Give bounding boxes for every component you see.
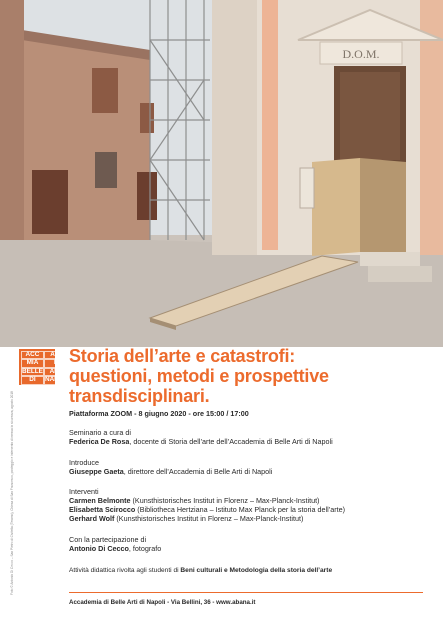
activity-bold: Beni culturali e Metodologia della storia dell’arte — [180, 567, 333, 574]
logo-cell: DI — [21, 376, 44, 384]
curator-role: , docente di Storia dell’arte dell’Accademia di Belle Arti di Napoli — [129, 437, 333, 446]
curator-name: Federica De Rosa — [69, 437, 130, 446]
event-details — [69, 409, 429, 418]
participation-label: Con la partecipazione di — [69, 535, 147, 544]
seminar-label: Seminario a cura di — [69, 428, 131, 437]
intro-role: , direttore dell’Accademia di Belle Arti di Napoli — [123, 467, 273, 476]
intro-name: Giuseppe Gaeta — [69, 467, 124, 476]
logo-cell: ARTI — [44, 368, 70, 376]
participant-role: , fotografo — [128, 544, 162, 553]
participation-block — [69, 535, 429, 553]
seminar-block — [69, 428, 429, 446]
title-line-1: Storia dell’arte e catastrofi: — [69, 346, 296, 366]
speaker-name: Elisabetta Scirocco — [69, 505, 136, 514]
speakers-label: Interventi — [69, 487, 99, 496]
speaker-name: Carmen Belmonte — [69, 496, 131, 505]
participant-name: Antonio Di Cecco — [69, 544, 129, 553]
activity-text: Attività didattica rivolta agli studenti di — [69, 567, 181, 574]
page-title — [69, 346, 439, 406]
event-line: Piattaforma ZOOM - 8 giugno 2020 - ore 15:00 / 17:00 — [69, 409, 249, 418]
speaker-affiliation: (Kunsthistorisches Institut in Florenz – Max-Planck-Institut) — [130, 496, 320, 505]
logo-cell: BELLE — [22, 367, 43, 375]
activity-note — [69, 566, 429, 575]
speaker-affiliation: (Bibliotheca Hertziana – Istituto Max Planck per la storia dell’arte) — [135, 505, 346, 514]
logo-cell: DI — [44, 359, 70, 367]
speaker-name: Gerhard Wolf — [69, 514, 115, 523]
speaker-row — [69, 496, 429, 505]
speaker-row — [69, 514, 429, 523]
logo-cell: ADE — [44, 351, 70, 359]
accademia-logo — [19, 349, 70, 385]
intro-label: Introduce — [69, 458, 99, 467]
footer-divider — [69, 592, 423, 593]
svg-text:D.O.M.: D.O.M. — [342, 47, 380, 61]
logo-cell: ACC — [21, 351, 44, 359]
speakers-block — [69, 487, 429, 523]
footer-address: Accademia di Belle Arti di Napoli - Via Bellini, 36 - www.abana.it — [69, 599, 256, 606]
photo-credit: Foto © Antonio Di Cecco – San Pietro di Civitella (Teramo), Chiesa di San Francesco, ponteggio e intervento di messa in sicurezza, agosto 2018 — [10, 391, 14, 595]
speaker-row — [69, 505, 429, 514]
intro-block — [69, 458, 429, 476]
logo-cell: MIA — [21, 359, 44, 367]
speaker-affiliation: (Kunsthistorisches Institut in Florenz – Max-Planck-Institut) — [114, 514, 304, 523]
title-line-2: questioni, metodi e prospettive transdisciplinari. — [69, 366, 329, 406]
logo-cell: NAPOLI — [44, 376, 70, 384]
